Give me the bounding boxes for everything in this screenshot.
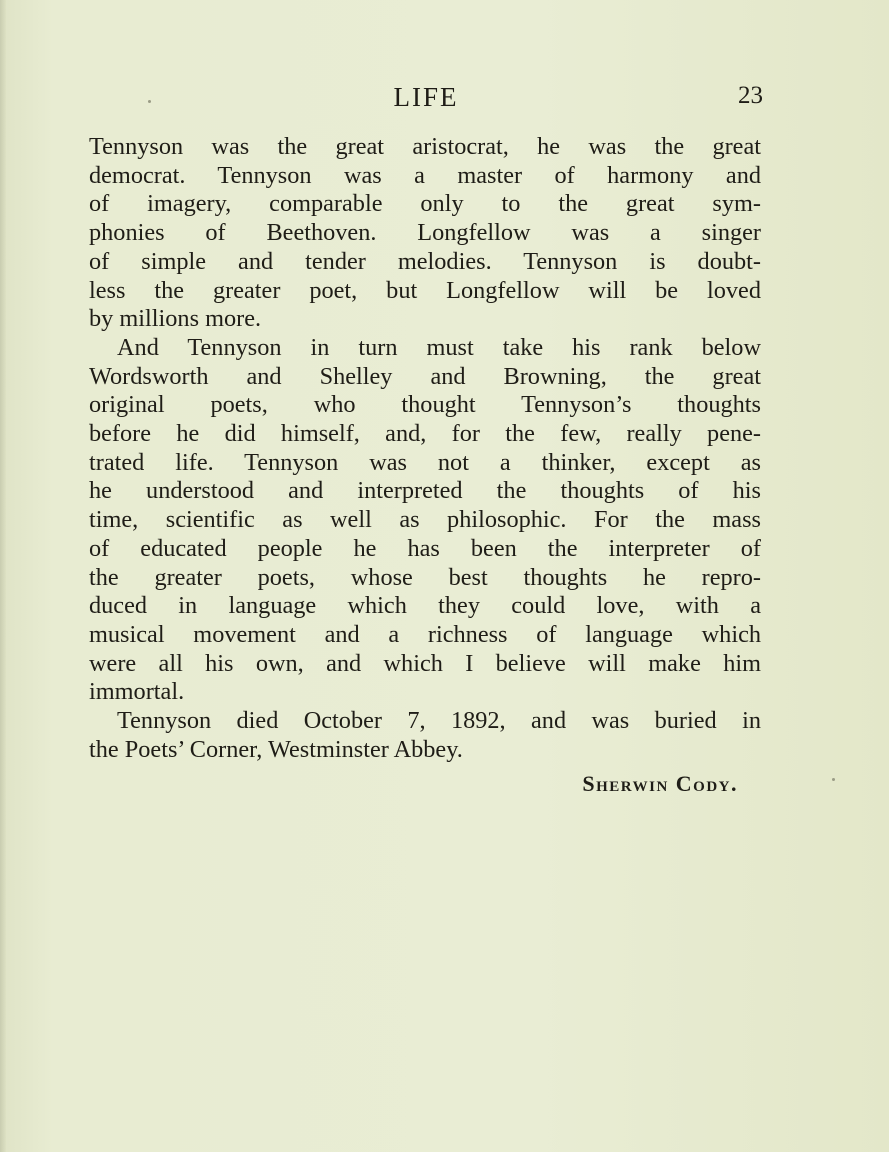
body-text <box>89 133 761 764</box>
text-line: less the greater poet, but Longfellow will be loved <box>89 276 761 304</box>
text-line: time, scientific as well as philosophic. For the mass <box>89 506 761 534</box>
text-line: were all his own, and which I believe will make him <box>89 649 761 677</box>
text-line: Wordsworth and Shelley and Browning, the great <box>89 362 761 390</box>
paragraph-1 <box>89 133 761 334</box>
text-line: Tennyson was the great aristocrat, he was the great <box>89 133 761 160</box>
text-line: trated life. Tennyson was not a thinker, except as <box>89 448 761 476</box>
text-line: the Poets’ Corner, Westminster Abbey. <box>89 735 463 763</box>
author-signature: Sherwin Cody. <box>582 771 738 796</box>
text-line: phonies of Beethoven. Longfellow was a singer <box>89 219 761 247</box>
paper-speck <box>148 100 151 103</box>
page-binding-edge <box>0 0 6 1152</box>
text-line: democrat. Tennyson was a master of harmony and <box>89 161 761 189</box>
text-line: Tennyson died October 7, 1892, and was buried in <box>117 707 761 735</box>
text-line: he understood and interpreted the thoughts of his <box>89 477 761 505</box>
page-number: 23 <box>738 82 763 109</box>
text-line: by millions more. <box>89 305 262 333</box>
text-line: of simple and tender melodies. Tennyson is doubt- <box>89 247 761 275</box>
text-line: before he did himself, and, for the few, really pene- <box>89 420 761 448</box>
paragraph-3 <box>89 707 761 764</box>
running-head <box>89 82 763 114</box>
text-line: And Tennyson in turn must take his rank below <box>117 333 761 361</box>
paper-speck <box>832 778 835 781</box>
text-line: the greater poets, whose best thoughts he repro- <box>89 563 761 591</box>
text-line: of educated people he has been the interpreter of <box>89 534 761 562</box>
running-title: LIFE <box>393 82 459 112</box>
text-line: of imagery, comparable only to the great sym- <box>89 190 761 218</box>
text-line: musical movement and a richness of language which <box>89 620 761 648</box>
text-line: duced in language which they could love, with a <box>89 592 761 620</box>
paragraph-2 <box>89 334 761 707</box>
text-line: immortal. <box>89 678 185 706</box>
text-line: original poets, who thought Tennyson’s thoughts <box>89 391 761 419</box>
